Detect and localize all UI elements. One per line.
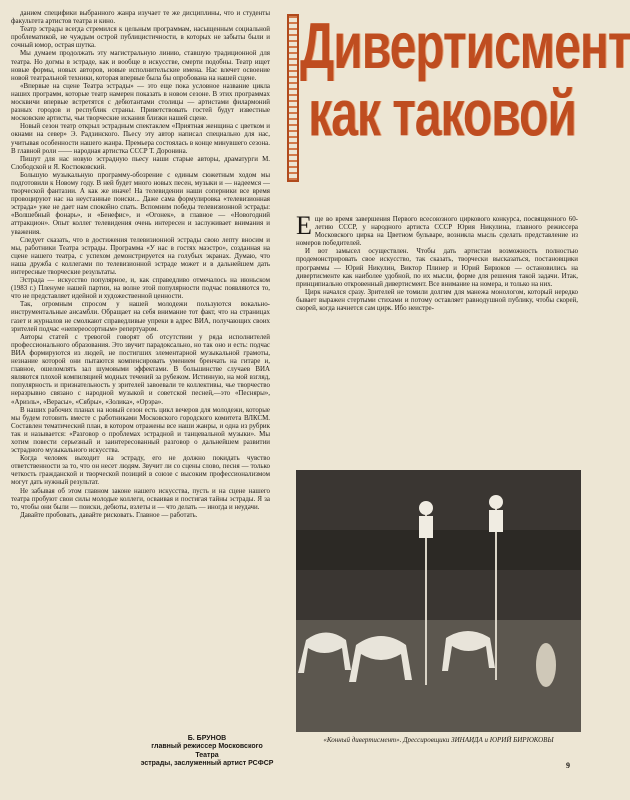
circus-photo-illustration	[296, 470, 581, 732]
left-paragraph: Следует сказать, что в достижения телевизионной эстрады свою лепту вносим и мы, работники Театра эстрады. Программа «У нас в гостях маэстро», созданная на сцене нашего театра, с успехом демонстрируется на голубых экранах. Думаю, что наша дружба с коллегами по телевизионной эстраде может и в дальнейшем дать интересные творческие результаты.	[11, 235, 270, 276]
left-paragraph: Пишут для нас новую эстрадную пьесу наши старые авторы, драматурги М. Слободской и Я. Костюковский.	[11, 154, 270, 171]
left-paragraph: Давайте пробовать, давайте рисковать. Главное — работать.	[20, 510, 198, 519]
left-paragraph: «Впервые на сцене Театра эстрады» — это еще пока условное название цикла наших программ, которые театр намерен показать в новом сезоне. В этих программах москвичи впервые встретятся с дебютантами столицы — артистами филармоний разных городов и республик страны. Приветствовать гостей будут известные московские артисты, чьи творческие искания близки нашей сцене.	[11, 81, 270, 123]
left-paragraph: данием специфики выбранного жанра изучает те же дисциплины, что и студенты факультета артистов театра и кино.	[11, 9, 270, 26]
page-number: 9	[566, 761, 570, 770]
right-paragraph: И вот замысел осуществлен. Чтобы дать артистам возможность полностью продемонстрировать свое искусство, так сказать, творчески высказаться, постановщики программы — Юрий Никулин, Виктор Плинер и Юрий Бирюков — остановились на дивертисменте как наиболее удобной, по их мысли, форме для решения такой задачи. Итак, принципиально откровенный дивертисмент. Все внимание на номера, и только на них.	[296, 247, 578, 288]
left-paragraph: В наших рабочих планах на новый сезон есть цикл вечеров для молодежи, которые мы будем готовить вместе с работниками Московского городского комитета ВЛКСМ. Составлен тематический план, в котором отражены все наши жанры, и одна из рубрик так и называется: «Разговор о проблемах эстрадной и танцевальной музыки». Мы хотим повести серьезный и заинтересованный разговор о дальнейшем развитии эстрадного музыкального искусства.	[11, 405, 270, 455]
author-title-line-1: главный режиссер Московского Театра	[151, 743, 263, 759]
right-paragraph-text: ще во время завершения Первого всесоюзного циркового конкурса, посвященного 60-летию СССР, у народного артиста СССР Юрия Никулина, главного режиссера Московского цирка на Цветном бульваре, возникла мысль сделать представление из номеров победителей.	[296, 215, 578, 248]
right-paragraph	[296, 211, 578, 248]
left-paragraph: Новый сезон театр открыл эстрадным спектаклем «Приятная женщина с цветком и окнами на север» Э. Радзинского. Пьесу эту автор написал специально для нас, учитывая особенности нашего жанра. Премьера состоялась в конце минувшего сезона. В главной роли —— народная артистка СССР Т. Доронина.	[11, 122, 270, 155]
left-paragraph: Когда человек выходит на эстраду, его не должно покидать чувство ответственности за то, что он несет людям. Звучит ли со сцены слово, песня — только четкость гражданской и творческой позиций в союзе с высоким профессионализмом могут дать нужный результат.	[11, 454, 270, 487]
decorative-border	[287, 14, 299, 182]
left-paragraph: Авторы статей с тревогой говорят об отсутствии у ряда исполнителей профессионального образования. Это звучит парадоксально, но так оно и есть: подчас ВИА формируются из людей, не постигших элементарной музыкальной грамоты, незнание которой они пытаются компенсировать умением бренчать на гитаре и, главное, ошеломлять зал шумовыми эффектами. В большинстве случаев ВИА являются плохой компиляцией модных течений за рубежом. Истинную, на мой взгляд, популярность и признательность у зрителей завоевали те коллективы, чье творчество неразрывно связано с народной музыкой и советской песней,—это «Песняры», «Ариэль», «Верасы», «Сябры», «Золика», «Орэра».	[11, 332, 270, 406]
left-paragraph: Большую музыкальную программу-обозрение с единым сюжетным ходом мы подготовили к Новому году. В ней будет много новых песен, музыки и — надеемся — творческой фантазии. А как же иначе! На телевидении наши соперники все время провоцируют нас на неустанные поиски... Даже сама формулировка «телевизионная эстрада» уже не дает нам спокойно спать. Вспомним победы телевизионной эстрады: «Волшебный фонарь», и «Бенефис», и «Огонек», в главное — «Новогодний аттракцион». Опыт коллег телевидения очень интересен и заслуживает внимания и уважения.	[11, 170, 270, 236]
left-paragraph: Театр эстрады всегда стремился к цельным программам, насыщенным социальной проблематикой, не чуждым острой публицистичности, в которых не забыты были и сочный юмор, острая шутка.	[11, 25, 270, 50]
left-paragraph: Эстрада — искусство популярное, и, как справедливо отмечалось на июньском (1983 г.) Пленуме нашей партии, на волне этой популярности подчас появляются то, что не представляет идейной и художественной ценности.	[11, 276, 270, 301]
circus-photo	[296, 470, 581, 732]
author-signature	[140, 735, 274, 769]
photo-caption: «Конный дивертисмент». Дрессировщики ЗИНАИДА и ЮРИЙ БИРЮКОВЫ	[323, 736, 554, 744]
author-name: Б. БРУНОВ	[187, 735, 227, 742]
author-title-line-2: эстрады, заслуженный артист РСФСР	[140, 760, 274, 768]
left-paragraph: Так, огромным спросом у нашей молодежи пользуются вокально-инструментальные ансамбли. Обращает на себя внимание тот факт, что на страницах газет и журналов не смолкают справедливые упреки в адрес ВИА, получающих своих зрителей подчас «непереосортным» репертуаром.	[11, 300, 270, 333]
drop-cap: Е	[296, 211, 312, 240]
left-paragraph: Мы думаем продолжать эту магистральную линию, ставшую традиционной для театра. Но догмы в эстраде, как и вообще в искусстве, смерти подобны. Театр ищет новые формы, новых авторов, новые исполнительские имена. Нас влечет освоение новой театральной техники, которая впервые была бы опробована на нашей сцене.	[11, 49, 270, 82]
article-title: Дивертисмент как таковой	[300, 11, 630, 151]
right-column	[296, 211, 578, 313]
right-paragraph: Цирк начался сразу. Зрителей не томили долгим для манежа монологом, который нередко бывает выражен стертыми стихами и потому оставляет равнодушной публику, чтобы скорей, скорей, когда начнется сам цирк. Ибо неистре-	[296, 287, 578, 313]
left-paragraph: Не забывая об этом главном законе нашего искусства, пусть и на сцене нашего театра пробуют свои силы молодые коллеги, осваивая и постигая тайны эстрады. Я за то, чтобы они были — поиски, дебюты, взлеты и — что делать — иногда и неудачи.	[11, 486, 270, 511]
left-column	[11, 9, 270, 519]
